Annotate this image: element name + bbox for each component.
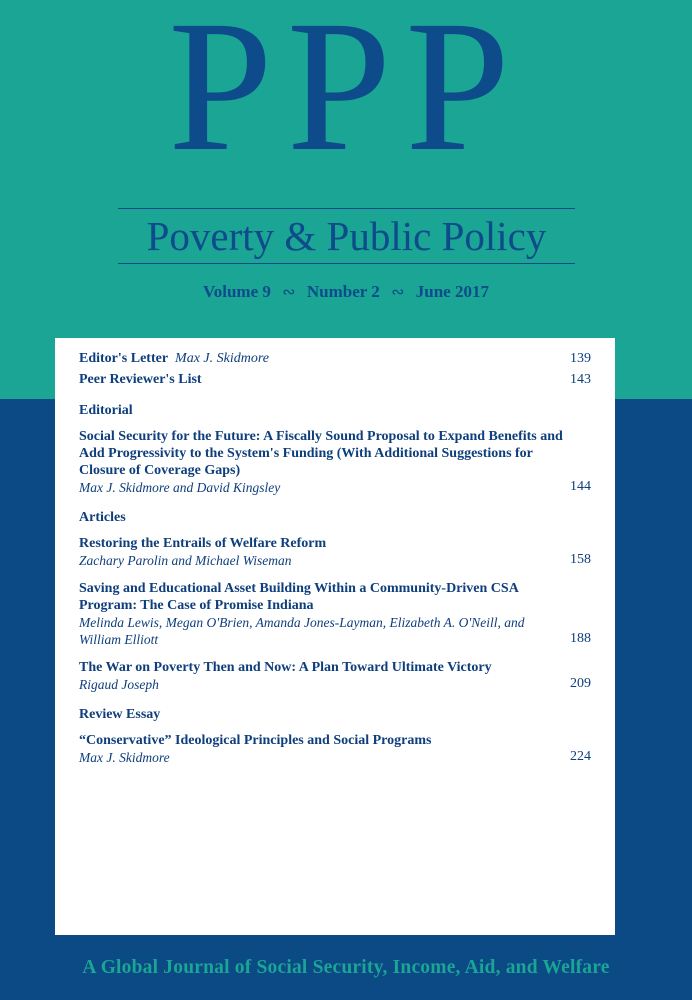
journal-tagline: A Global Journal of Social Security, Income, Aid, and Welfare <box>82 957 610 978</box>
section-heading-editorial: Editorial <box>79 403 133 418</box>
journal-title: Poverty & Public Policy <box>146 213 547 259</box>
title-rule-bottom <box>118 263 575 264</box>
journal-logo: PPP <box>168 0 524 190</box>
editors-letter-label: Editor's Letter <box>79 351 169 366</box>
toc-entry <box>79 732 591 766</box>
entry-authors: Rigaud Joseph <box>79 677 159 692</box>
page-number: 209 <box>570 676 591 691</box>
entry-authors: Melinda Lewis, Megan O'Brien, Amanda Jones-Layman, Elizabeth A. O'Neill, and William Elliott <box>79 615 525 647</box>
entry-title: Restoring the Entrails of Welfare Reform <box>79 536 327 551</box>
entry-authors: Zachary Parolin and Michael Wiseman <box>79 553 292 568</box>
page-number: 188 <box>570 631 591 646</box>
peer-list-label: Peer Reviewer's List <box>79 372 202 387</box>
entry-title: “Conservative” Ideological Principles and Social Programs <box>79 733 432 748</box>
editors-letter-author: Max J. Skidmore <box>175 351 269 366</box>
contents-panel <box>55 338 615 935</box>
page-number: 143 <box>570 372 591 387</box>
page-number: 224 <box>570 749 591 764</box>
page-number: 139 <box>570 351 591 366</box>
ornament-icon: ∾ <box>391 284 405 301</box>
issue-info <box>0 282 692 302</box>
table-of-contents <box>79 350 591 766</box>
ornament-icon: ∾ <box>282 284 296 301</box>
toc-entry <box>79 659 591 693</box>
toc-editors-letter <box>79 350 591 368</box>
title-rule-top <box>118 208 575 209</box>
section-heading-review: Review Essay <box>79 707 161 722</box>
toc-entry <box>79 535 591 569</box>
entry-title: The War on Poverty Then and Now: A Plan Toward Ultimate Victory <box>79 660 492 675</box>
number-label: Number 2 <box>306 282 380 301</box>
volume-label: Volume 9 <box>203 282 271 301</box>
entry-title: Social Security for the Future: A Fiscally Sound Proposal to Expand Benefits and Add Progressivity to the System's Funding (With Additional Suggestions for Closure of Coverage Gaps) <box>79 429 563 478</box>
page-number: 144 <box>570 479 591 494</box>
entry-authors: Max J. Skidmore <box>79 750 170 765</box>
entry-authors: Max J. Skidmore and David Kingsley <box>79 480 281 495</box>
date-label: June 2017 <box>415 282 489 301</box>
toc-entry <box>79 580 591 648</box>
section-heading-articles: Articles <box>79 510 126 525</box>
toc-entry <box>79 428 591 496</box>
entry-title: Saving and Educational Asset Building Within a Community-Driven CSA Program: The Case of Promise Indiana <box>79 581 519 613</box>
toc-peer-list <box>79 371 591 389</box>
page-number: 158 <box>570 552 591 567</box>
